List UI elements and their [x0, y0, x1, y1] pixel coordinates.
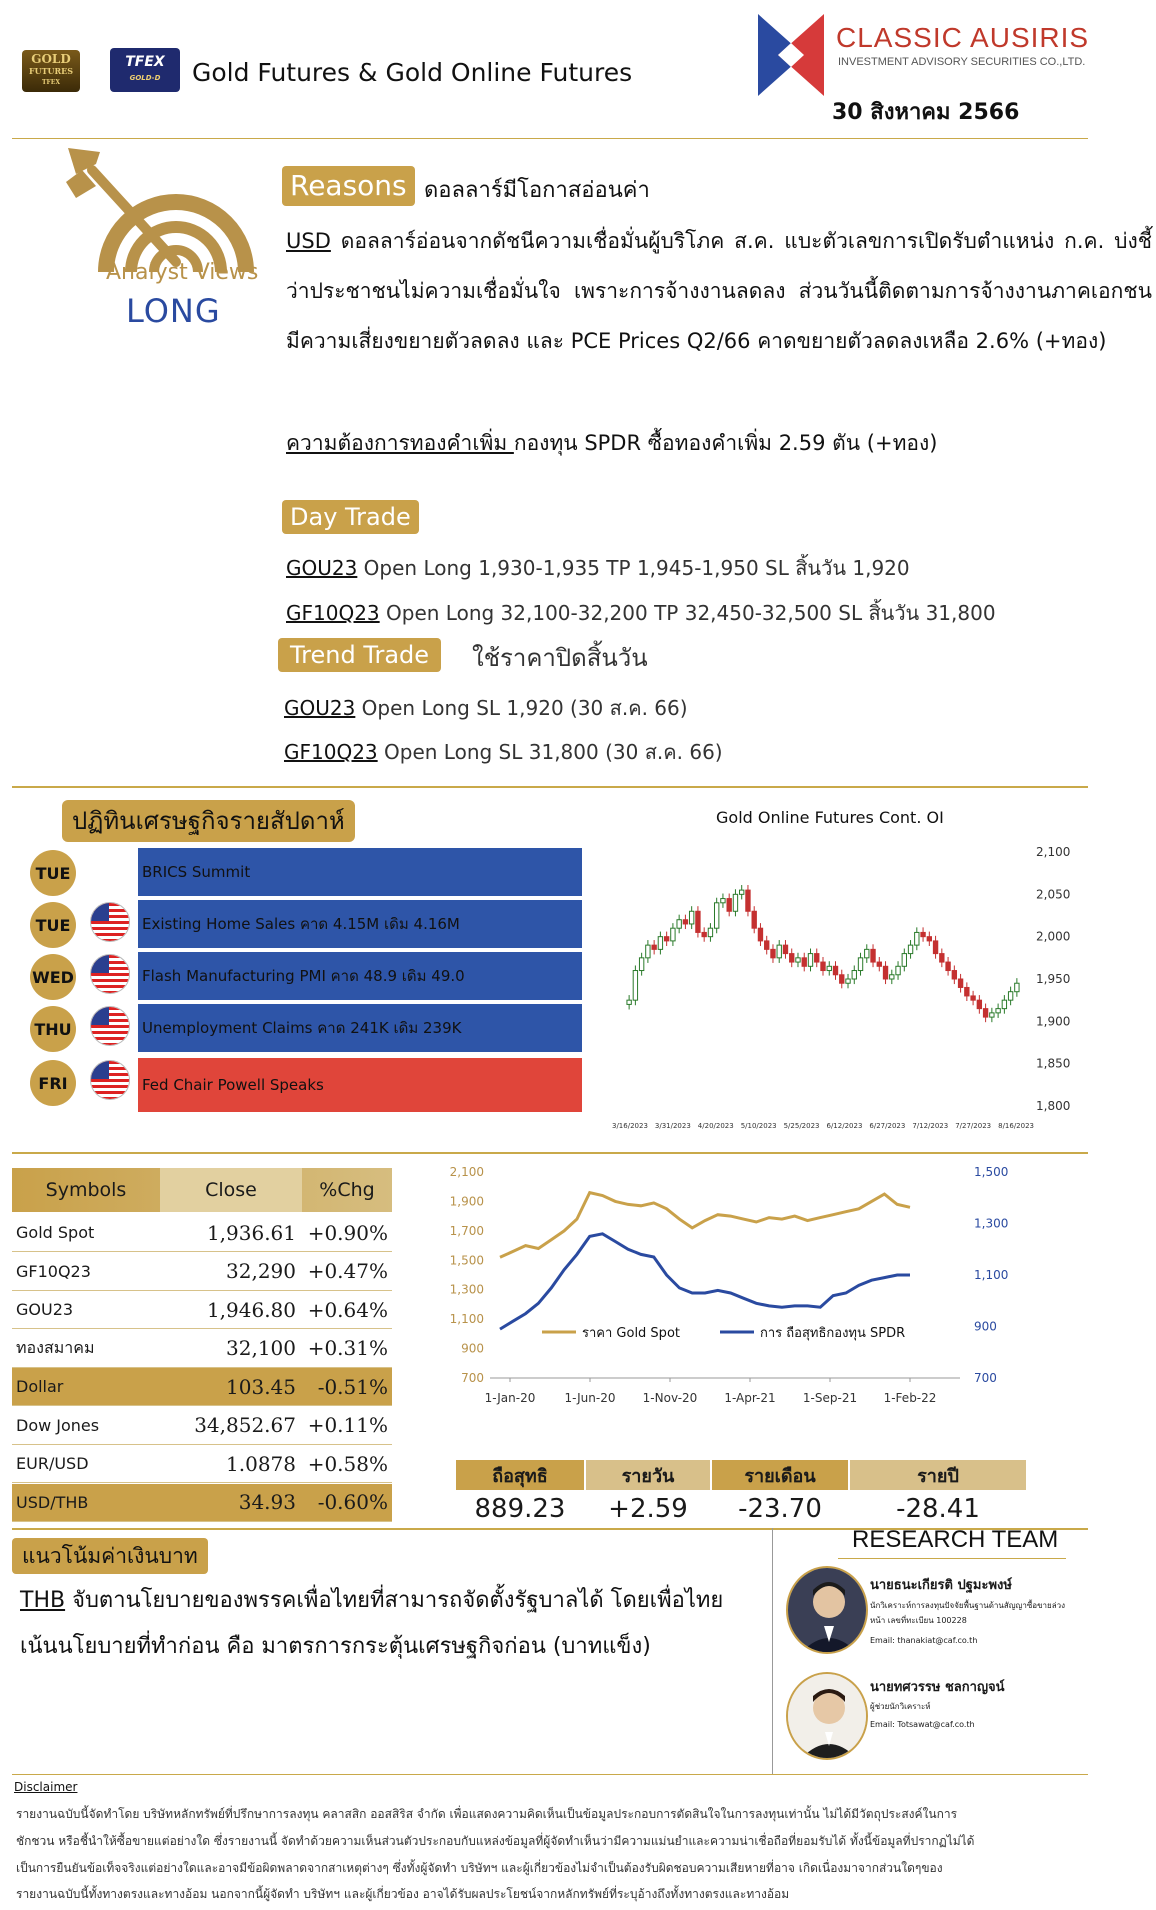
candle-body	[946, 962, 950, 970]
cell-symbol: Dollar	[16, 1377, 64, 1396]
spdr-header: รายปี	[850, 1460, 1026, 1490]
header-close: Close	[160, 1168, 302, 1212]
brand-name: CLASSIC AUSIRIS	[836, 22, 1090, 53]
analyst-email-1: Email: thanakiat@caf.co.th	[870, 1636, 978, 1645]
candle-body	[977, 1000, 981, 1008]
cell-close: 103.45	[226, 1374, 296, 1399]
disclaimer-line-4: รายงานฉบับนี้ทั้งทางตรงและทางอ้อม นอกจากนี้ผู้จัดทำ บริษัทฯ และผู้เกี่ยวข้อง อาจได้รับผลประโยชน์จากหลักทรัพย์ที่ระบุอ้างถึงทั้งทางตรงและทางอ้อม	[16, 1887, 790, 1901]
table-row	[12, 1214, 392, 1252]
spdr-header: รายวัน	[586, 1460, 710, 1490]
candle-body	[796, 958, 800, 962]
left-y-tick: 1,900	[449, 1194, 484, 1209]
left-y-tick: 1,500	[449, 1253, 484, 1268]
symbols-table-header	[12, 1168, 392, 1212]
candle-body	[921, 932, 925, 936]
candle-body	[727, 899, 731, 912]
trend-trade-tag: Trend Trade	[278, 638, 441, 672]
trend-trade-line-1: GOU23 Open Long SL 1,920 (30 ส.ค. 66)	[284, 696, 688, 720]
x-tick-label: 6/27/2023	[869, 1122, 906, 1130]
y-tick-label: 2,000	[1036, 929, 1071, 944]
spdr-header: ถือสุทธิ	[456, 1460, 584, 1490]
demand-text: กองทุน SPDR ซื้อทองคำเพิ่ม 2.59 ตัน (+ทอง)	[513, 431, 938, 455]
right-y-tick: 1,100	[974, 1268, 1009, 1282]
analyst-name-1: นายธนะเกียรติ ปฐมะพงษ์	[870, 1578, 1012, 1593]
disclaimer-title: Disclaimer	[14, 1780, 78, 1794]
table-row	[12, 1253, 392, 1291]
calendar-event: Unemployment Claims คาด 241K เดิม 239K	[138, 1004, 582, 1054]
cell-symbol: EUR/USD	[16, 1454, 89, 1473]
day-badge: TUE	[30, 850, 76, 896]
candle-body	[714, 903, 718, 928]
candle-body	[777, 945, 781, 958]
page-title: Gold Futures & Gold Online Futures	[192, 58, 633, 87]
disclaimer-line-2: ชักชวน หรือชี้นำให้ซื้อขายแต่อย่างใด ซึ่งรายงานนี้ จัดทำด้วยความเห็นส่วนตัวประกอบกับแหล่งข้อมูลที่ผู้จัดทำเห็นว่ามีความแม่นยำและความน่าเชื่อถือที่ยอมรับได้ ทั้งนี้ข้อมูลที่ปรากฏไม่ได้	[16, 1834, 975, 1848]
left-y-tick: 1,300	[449, 1282, 484, 1297]
right-y-tick: 1,300	[974, 1216, 1009, 1231]
candle-body	[652, 945, 656, 949]
trend-trade-symbol-1: GOU23	[284, 696, 356, 720]
candle-body	[865, 949, 869, 957]
cell-symbol: Dow Jones	[16, 1415, 100, 1435]
candle-body	[858, 958, 862, 971]
cell-close: 32,100	[226, 1336, 296, 1360]
cell-chg: +0.64%	[307, 1297, 388, 1322]
x-tick-label: 5/10/2023	[740, 1122, 777, 1130]
spdr-value: -23.70	[738, 1494, 822, 1524]
legend-label: การ ถือสุทธิกองทุน SPDR	[760, 1326, 906, 1341]
calendar-event: Flash Manufacturing PMI คาด 48.9 เดิม 49.0	[138, 952, 582, 1002]
cell-chg: -0.51%	[317, 1374, 388, 1399]
candle-body	[702, 932, 706, 936]
candle-body	[840, 975, 844, 983]
candle-body	[952, 971, 956, 979]
spdr-value: +2.59	[608, 1494, 688, 1524]
candle-body	[689, 911, 693, 924]
candle-body	[740, 890, 744, 894]
x-tick-label: 1-Jan-20	[484, 1391, 536, 1405]
trend-trade-note: ใช้ราคาปิดสิ้นวัน	[472, 644, 648, 672]
reasons-tag: Reasons	[282, 166, 415, 206]
y-tick-label: 2,100	[1036, 845, 1071, 859]
day-badge: WED	[30, 954, 76, 1000]
us-flag-icon	[90, 1006, 130, 1046]
candle-body	[983, 1009, 987, 1017]
candle-body	[871, 949, 875, 962]
right-y-tick: 700	[974, 1371, 997, 1385]
brand-subtitle: INVESTMENT ADVISORY SECURITIES CO.,LTD.	[838, 56, 1086, 68]
left-y-tick: 2,100	[449, 1165, 484, 1179]
calendar-event: Fed Chair Powell Speaks	[138, 1058, 582, 1114]
tfex-logo: TFEX GOLD-D	[110, 48, 180, 92]
x-tick-label: 1-Apr-21	[724, 1391, 776, 1405]
calendar-title: ปฏิทินเศรษฐกิจรายสัปดาห์	[62, 800, 355, 842]
cell-close: 1,936.61	[206, 1220, 296, 1245]
spdr-header: รายเดือน	[712, 1460, 848, 1490]
candle-body	[639, 958, 643, 971]
thb-key: THB	[20, 1588, 66, 1613]
thb-text: จับตานโยบายของพรรคเพื่อไทยที่สามารถจัดตั้งรัฐบาลได้ โดยเพื่อไทยเน้นนโยบายที่ทำก่อน คือ มาตรการกระตุ้นเศรษฐกิจก่อน (บาทแข็ง)	[20, 1588, 724, 1659]
research-team-title: RESEARCH TEAM	[852, 1526, 1059, 1553]
candle-body	[933, 941, 937, 954]
demand-paragraph	[286, 418, 1152, 468]
usd-key: USD	[286, 229, 331, 253]
candle-body	[1008, 992, 1012, 1000]
analyst-email-2: Email: Totsawat@caf.co.th	[870, 1720, 975, 1729]
day-trade-line-1: GOU23 Open Long 1,930-1,935 TP 1,945-1,950 SL สิ้นวัน 1,920	[286, 556, 910, 580]
candle-body	[790, 954, 794, 962]
candle-body	[896, 966, 900, 974]
candle-body	[671, 928, 675, 941]
candle-body	[765, 941, 769, 949]
spdr-value: 889.23	[474, 1494, 566, 1524]
header-symbols: Symbols	[45, 1179, 127, 1201]
gold-futures-logo: GOLD FUTURES TFEX	[22, 50, 80, 92]
disclaimer-divider	[12, 1774, 1088, 1775]
candle-body	[696, 911, 700, 932]
table-row	[12, 1407, 392, 1445]
candle-body	[721, 899, 725, 903]
oi-chart-title: Gold Online Futures Cont. OI	[716, 808, 944, 827]
analyst-role-1: นักวิเคราะห์การลงทุนปัจจัยพื้นฐานด้านสัญญาซื้อขายล่วงหน้า เลขที่ทะเบียน 100228	[870, 1601, 1066, 1625]
candle-body	[771, 949, 775, 957]
cell-close: 32,290	[226, 1259, 296, 1283]
cell-chg: -0.60%	[317, 1490, 388, 1514]
candle-body	[646, 945, 650, 958]
day-trade-symbol-2: GF10Q23	[286, 601, 380, 625]
x-tick-label: 1-Feb-22	[883, 1391, 937, 1405]
x-tick-label: 3/16/2023	[612, 1122, 648, 1130]
cell-symbol: ทองสมาคม	[16, 1337, 95, 1357]
analyst-views-label: Analyst Views	[106, 260, 259, 285]
header-chg: %Chg	[319, 1179, 375, 1201]
header-divider	[12, 138, 1088, 139]
table-row	[12, 1330, 392, 1368]
x-tick-label: 1-Sep-21	[802, 1391, 858, 1405]
analyst-view-value: LONG	[126, 292, 221, 330]
y-tick-label: 1,800	[1036, 1099, 1071, 1113]
baht-trend-tag: แนวโน้มค่าเงินบาท	[12, 1538, 208, 1574]
trend-trade-symbol-2: GF10Q23	[284, 740, 378, 764]
research-divider	[772, 1528, 773, 1774]
cell-chg: +0.31%	[307, 1336, 388, 1360]
cell-close: 1.0878	[226, 1451, 296, 1476]
cell-chg: +0.11%	[307, 1413, 388, 1437]
left-y-tick: 1,100	[449, 1312, 484, 1327]
x-tick-label: 8/16/2023	[998, 1122, 1035, 1130]
x-tick-label: 7/12/2023	[912, 1122, 949, 1130]
candle-body	[927, 937, 931, 941]
section-divider-1	[12, 786, 1088, 788]
candle-body	[1002, 1000, 1006, 1008]
y-tick-label: 1,900	[1036, 1014, 1071, 1029]
candle-body	[915, 932, 919, 945]
calendar-event: Existing Home Sales คาด 4.15M เดิม 4.16M	[138, 900, 582, 950]
candle-body	[802, 958, 806, 966]
candle-body	[821, 962, 825, 970]
candle-body	[783, 945, 787, 953]
calendar-event: BRICS Summit	[138, 848, 582, 898]
candle-body	[758, 928, 762, 941]
candle-body	[746, 890, 750, 911]
cell-symbol: GF10Q23	[16, 1261, 91, 1281]
x-tick-label: 1-Jun-20	[564, 1391, 616, 1405]
legend-label: ราคา Gold Spot	[582, 1326, 680, 1341]
usd-text: ดอลลาร์อ่อนจากดัชนีความเชื่อมั่นผู้บริโภค ส.ค. แบะตัวเลขการเปิดรับตำแหน่ง ก.ค. บ่งชี้ว่าประชาชนไม่ความเชื่อมั่นใจ เพราะการจ้างงานลดลง ส่วนวันนี้ติดตามการจ้างงานภาคเอกชนมีความเสี่ยงขยายตัวลดลง และ PCE Prices Q2/66 คาดขยายตัวลดลงเหลือ 2.6% (+ทอง)	[286, 229, 1152, 353]
cell-close: 1,946.80	[206, 1297, 296, 1322]
right-y-tick: 1,500	[974, 1165, 1009, 1179]
day-badge: TUE	[30, 902, 76, 948]
us-flag-icon	[90, 954, 130, 994]
candle-body	[883, 966, 887, 979]
series-line	[500, 1193, 910, 1258]
spdr-value: -28.41	[896, 1494, 980, 1524]
candle-body	[808, 954, 812, 967]
candle-body	[908, 945, 912, 953]
cell-symbol: Gold Spot	[16, 1223, 95, 1242]
candle-body	[940, 954, 944, 962]
gold-spdr-line-chart	[440, 1162, 1020, 1422]
table-row	[12, 1484, 392, 1522]
cell-symbol: USD/THB	[16, 1492, 89, 1512]
left-y-tick: 1,700	[449, 1223, 484, 1238]
candle-body	[815, 954, 819, 962]
x-tick-label: 3/31/2023	[654, 1122, 691, 1130]
analyst-photo-2	[786, 1672, 868, 1760]
x-tick-label: 4/20/2023	[697, 1122, 734, 1130]
left-y-tick: 900	[461, 1341, 484, 1356]
candle-body	[627, 1000, 631, 1004]
table-row	[12, 1368, 392, 1406]
candle-body	[677, 920, 681, 928]
baht-paragraph	[20, 1578, 760, 1670]
table-row	[12, 1291, 392, 1329]
candle-body	[890, 975, 894, 979]
us-flag-icon	[90, 1060, 130, 1100]
research-title-underline	[838, 1558, 1066, 1559]
candle-body	[833, 966, 837, 974]
candle-body	[683, 920, 687, 924]
left-y-tick: 700	[461, 1371, 484, 1385]
section-divider-2	[12, 1152, 1088, 1154]
trend-trade-line-2: GF10Q23 Open Long SL 31,800 (30 ส.ค. 66)	[284, 740, 723, 764]
x-tick-label: 1-Nov-20	[642, 1391, 698, 1405]
candle-body	[664, 937, 668, 941]
candle-body	[902, 954, 906, 967]
candle-body	[958, 979, 962, 987]
classic-ausiris-logo-mark	[758, 14, 824, 96]
day-trade-tag: Day Trade	[282, 500, 419, 534]
demand-key: ความต้องการทองคำเพิ่ม	[286, 431, 514, 455]
candle-body	[965, 987, 969, 995]
analyst-role-2: ผู้ช่วยนักวิเคราะห์	[870, 1702, 931, 1711]
candle-body	[990, 1013, 994, 1017]
x-tick-label: 5/25/2023	[783, 1122, 820, 1130]
reasons-headline: ดอลลาร์มีโอกาสอ่อนค่า	[424, 178, 650, 203]
cell-close: 34.93	[238, 1490, 296, 1514]
right-y-tick: 900	[974, 1319, 997, 1334]
candle-body	[1015, 983, 1019, 991]
cell-chg: +0.90%	[307, 1220, 388, 1245]
table-row	[12, 1445, 392, 1483]
target-arrow-icon	[66, 142, 256, 272]
disclaimer-line-1: รายงานฉบับนี้จัดทำโดย บริษัทหลักทรัพย์ที่ปรึกษาการลงทุน คลาสสิก ออสสิริส จำกัด เพื่อแสดงความคิดเห็นเป็นข้อมูลประกอบการตัดสินใจในการลงทุนเท่านั้น ไม่ได้มีวัตถุประสงค์ในการ	[16, 1807, 958, 1821]
candle-body	[658, 937, 662, 950]
day-trade-symbol-1: GOU23	[286, 556, 358, 580]
day-badge: FRI	[30, 1060, 76, 1106]
usd-paragraph	[286, 216, 1152, 366]
oi-candlestick-chart	[600, 830, 1090, 1130]
candle-body	[733, 894, 737, 911]
y-tick-label: 2,050	[1036, 887, 1071, 902]
candle-body	[846, 979, 850, 983]
day-badge: THU	[30, 1006, 76, 1052]
y-tick-label: 1,950	[1036, 972, 1071, 986]
candle-body	[852, 971, 856, 979]
x-tick-label: 7/27/2023	[955, 1122, 992, 1130]
candle-body	[633, 971, 637, 1001]
candle-body	[996, 1009, 1000, 1013]
candle-body	[877, 962, 881, 966]
candle-body	[752, 911, 756, 928]
y-tick-label: 1,850	[1036, 1056, 1071, 1071]
cell-chg: +0.47%	[307, 1259, 388, 1283]
cell-close: 34,852.67	[194, 1413, 296, 1437]
analyst-photo-1	[786, 1566, 868, 1654]
candle-body	[971, 996, 975, 1000]
cell-symbol: GOU23	[16, 1300, 74, 1319]
report-date: 30 สิงหาคม 2566	[832, 100, 1020, 125]
x-tick-label: 6/12/2023	[826, 1122, 863, 1130]
candle-body	[708, 928, 712, 936]
candle-body	[827, 966, 831, 970]
series-line	[500, 1234, 910, 1329]
analyst-name-2: นายทศวรรษ ชลกาญจน์	[870, 1680, 1005, 1695]
day-trade-line-2: GF10Q23 Open Long 32,100-32,200 TP 32,450-32,500 SL สิ้นวัน 31,800	[286, 601, 996, 625]
us-flag-icon	[90, 902, 130, 942]
disclaimer-line-3: เป็นการยืนยันข้อเท็จจริงแต่อย่างใดและอาจมีข้อผิดพลาดจากสาเหตุต่างๆ ซึ่งทั้งผู้จัดทำ บริษัทฯ และผู้เกี่ยวข้องไม่จำเป็นต้องรับผิดชอบความเสียหายที่อาจ เกิดเนื่องมาจากส่วนใดๆของ	[16, 1861, 943, 1875]
cell-chg: +0.58%	[307, 1451, 388, 1476]
